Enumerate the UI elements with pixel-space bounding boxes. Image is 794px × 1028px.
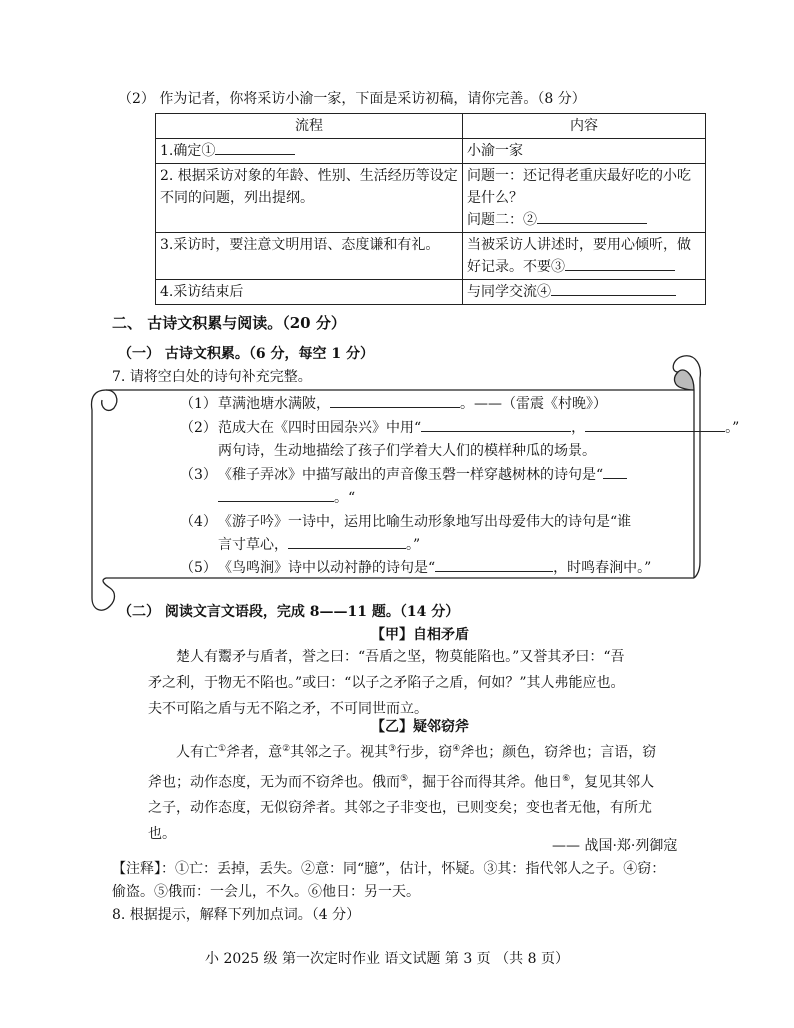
part-1-title: （一） 古诗文积累。（6 分，每空 1 分） <box>118 346 374 362</box>
cell-text: 问题一：还记得老重庆最好吃的小吃是什么？ <box>467 168 691 206</box>
passage-line: 斧也；动作态度，无为而不窃斧也。俄而⑤，掘于谷而得其斧。他日⑥，复见其邻人 <box>148 773 655 791</box>
passage-line: 楚人有鬻矛与盾者，誉之曰：“吾盾之坚，物莫能陷也。”又誉其矛曰：“吾 <box>176 649 625 665</box>
answer-blank[interactable] <box>551 281 676 296</box>
answer-blank[interactable] <box>537 209 647 224</box>
answer-blank[interactable] <box>288 534 406 549</box>
table-row <box>156 139 706 164</box>
answer-blank[interactable] <box>565 256 675 271</box>
cell-text: 问题二：② <box>467 212 537 228</box>
question-2-stem: （2） 作为记者，你将采访小渝一家，下面是采访初稿，请你完善。（8 分） <box>118 91 586 107</box>
table-cell: 3.采访时，要注意文明用语、态度谦和有礼。 <box>156 233 463 280</box>
table-cell <box>463 233 706 280</box>
table-row <box>156 164 706 233</box>
poem-item-4: （4）《游子吟》一诗中，运用比喻生动形象地写出母爱伟大的诗句是“谁 <box>180 514 632 530</box>
passage-source: —— 战国·郑·列御寇 <box>552 838 678 854</box>
poem-item-1: （1）草满池塘水满陂， 。——（雷震《村晚》） <box>180 393 607 413</box>
answer-blank[interactable] <box>215 140 295 155</box>
passage-jia <box>148 644 718 722</box>
part-2-title: （二） 阅读文言文语段，完成 8——11 题。（14 分） <box>118 604 460 620</box>
poem-item-3: （3）《稚子弄冰》中描写敲出的声音像玉磬一样穿越树林的诗句是“ <box>180 464 627 484</box>
table-header-content: 内容 <box>463 114 706 139</box>
passage-line: 人有亡①斧者，意②其邻之子。视其③行步，窃④斧也；颜色，窃斧也；言语，窃 <box>176 744 657 761</box>
notes-line-1: 【注释】：①亡：丢掉，丢失。②意：同“臆”，估计，怀疑。③其：指代邻人之子。④窃： <box>112 861 666 877</box>
poem-item-4-cont: 言寸草心， 。” <box>218 534 420 554</box>
question-8-stem: 8. 根据提示，解释下列加点词。（4 分） <box>112 907 361 923</box>
passage-line: 之子，动作态度，无似窃斧者。其邻之子非变也，已则变矣；变也者无他，有所尤 <box>148 800 652 817</box>
passage-line: 矛之利，于物无不陷也。”或曰：“以子之矛陷子之盾，何如？”其人弗能应也。 <box>148 675 625 691</box>
passage-line: 夫不可陷之盾与无不陷之矛，不可同世而立。 <box>148 701 428 717</box>
poem-item-3-cont: 。“ <box>218 487 355 507</box>
answer-blank[interactable] <box>421 417 571 432</box>
answer-blank[interactable] <box>330 393 460 408</box>
passage-jia-title: 【甲】自相矛盾 <box>371 627 469 643</box>
table-cell <box>156 139 463 164</box>
passage-yi-title: 【乙】疑邻窃斧 <box>371 719 469 735</box>
passage-yi <box>148 736 718 847</box>
answer-blank[interactable] <box>435 557 553 572</box>
table-row <box>156 233 706 280</box>
poem-item-5: （5）《鸟鸣涧》诗中以动衬静的诗句是“ ，时鸣春涧中。” <box>180 557 651 577</box>
cell-text: 与同学交流④ <box>467 284 551 300</box>
section-2-title: 二、 古诗文积累与阅读。（20 分） <box>112 314 346 332</box>
poem-item-2-cont: 两句诗，生动地描绘了孩子们学着大人们的模样种瓜的场景。 <box>218 443 596 459</box>
answer-blank[interactable] <box>603 464 627 479</box>
table-header-process: 流程 <box>156 114 463 139</box>
cell-text: 当被采访人讲述时，要用心倾听，做好记录。不要③ <box>467 237 691 275</box>
table-row <box>156 280 706 305</box>
answer-blank[interactable] <box>218 487 334 502</box>
answer-blank[interactable] <box>585 417 725 432</box>
table-cell <box>463 164 706 233</box>
notes-line-2: 偷盗。⑤俄而：一会儿，不久。⑥他日：另一天。 <box>112 884 420 900</box>
table-cell: 2. 根据采访对象的年龄、性别、生活经历等设定不同的问题，列出提纲。 <box>156 164 463 233</box>
interview-table <box>155 113 706 305</box>
table-cell: 小渝一家 <box>463 139 706 164</box>
poem-item-2: （2）范成大在《四时田园杂兴》中用“ ， 。” <box>180 417 739 437</box>
table-cell: 4.采访结束后 <box>156 280 463 305</box>
cell-text: 1.确定① <box>160 143 216 159</box>
table-cell <box>463 280 706 305</box>
question-7-stem: 7. 请将空白处的诗句补充完整。 <box>112 369 312 385</box>
passage-line: 也。 <box>148 826 176 843</box>
page-footer: 小 2025 级 第一次定时作业 语文试题 第 3 页 （共 8 页） <box>205 951 569 967</box>
